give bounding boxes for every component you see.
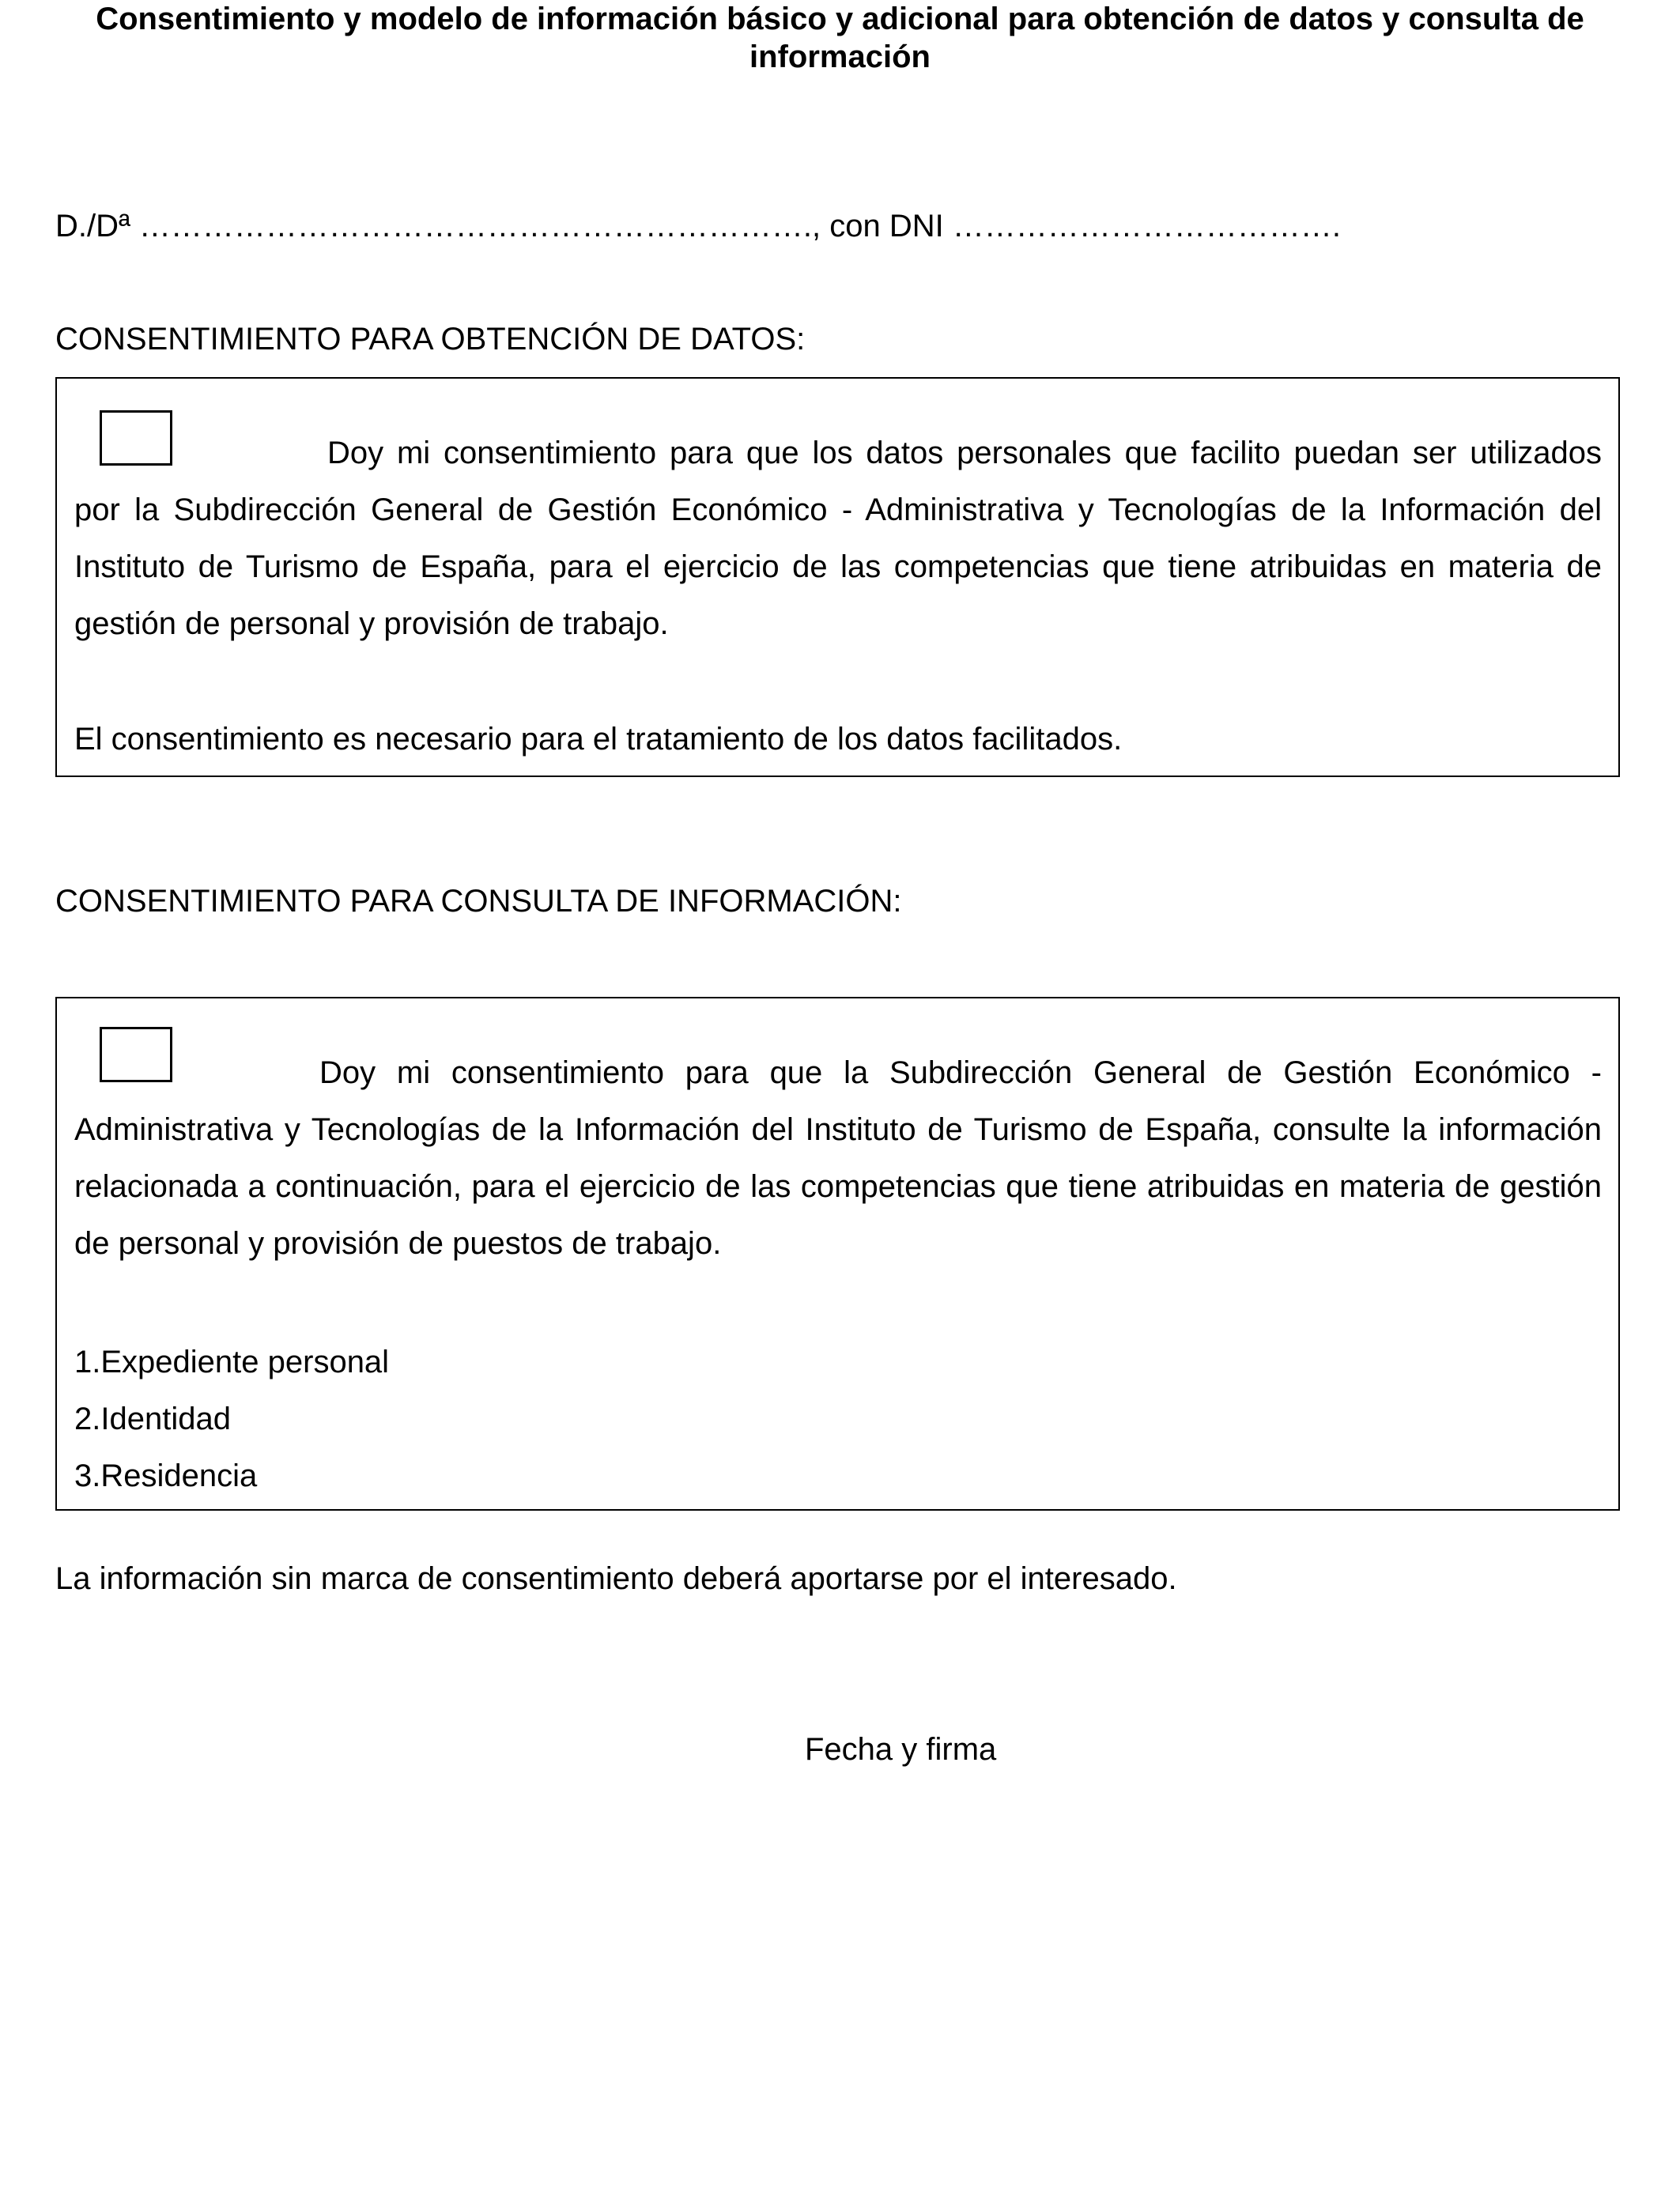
identity-line: D./Dª ………………………………………………………., con DNI ………………………………. (55, 209, 1341, 243)
list-item: 3.Residencia (74, 1459, 258, 1493)
info-list (74, 1334, 389, 1504)
data-consent-note: El consentimiento es necesario para el tratamiento de los datos facilitados. (74, 722, 1123, 757)
query-consent-box (55, 997, 1620, 1511)
data-consent-heading: CONSENTIMIENTO PARA OBTENCIÓN DE DATOS: (55, 322, 806, 357)
data-consent-box (55, 377, 1620, 777)
footer-note: La información sin marca de consentimiento deberá aportarse por el interesado. (55, 1561, 1177, 1596)
list-item: 2.Identidad (74, 1402, 231, 1436)
query-consent-text: Doy mi consentimiento para que la Subdirección General de Gestión Económico - Administrativa y Tecnologías de la Información del Instituto de Turismo de España, consulte la información relacionada a continuación, para el ejercicio de las competencias que tiene atribuidas en materia de gestión de personal y provisión de puestos de trabajo. (74, 1055, 1602, 1261)
query-consent-heading: CONSENTIMIENTO PARA CONSULTA DE INFORMACIÓN: (55, 884, 902, 919)
signature-label: Fecha y firma (805, 1732, 997, 1767)
data-consent-text: Doy mi consentimiento para que los datos personales que facilito puedan ser utilizados por la Subdirección General de Gestión Económico - Administrativa y Tecnologías de la Información del Instituto de Turismo de España, para el ejercicio de las competencias que tiene atribuidas en materia de gestión de personal y provisión de trabajo. (74, 436, 1602, 641)
document-title: Consentimiento y modelo de información básico y adicional para obtención de datos y consulta de información (96, 2, 1584, 74)
list-item: 1.Expediente personal (74, 1345, 390, 1379)
